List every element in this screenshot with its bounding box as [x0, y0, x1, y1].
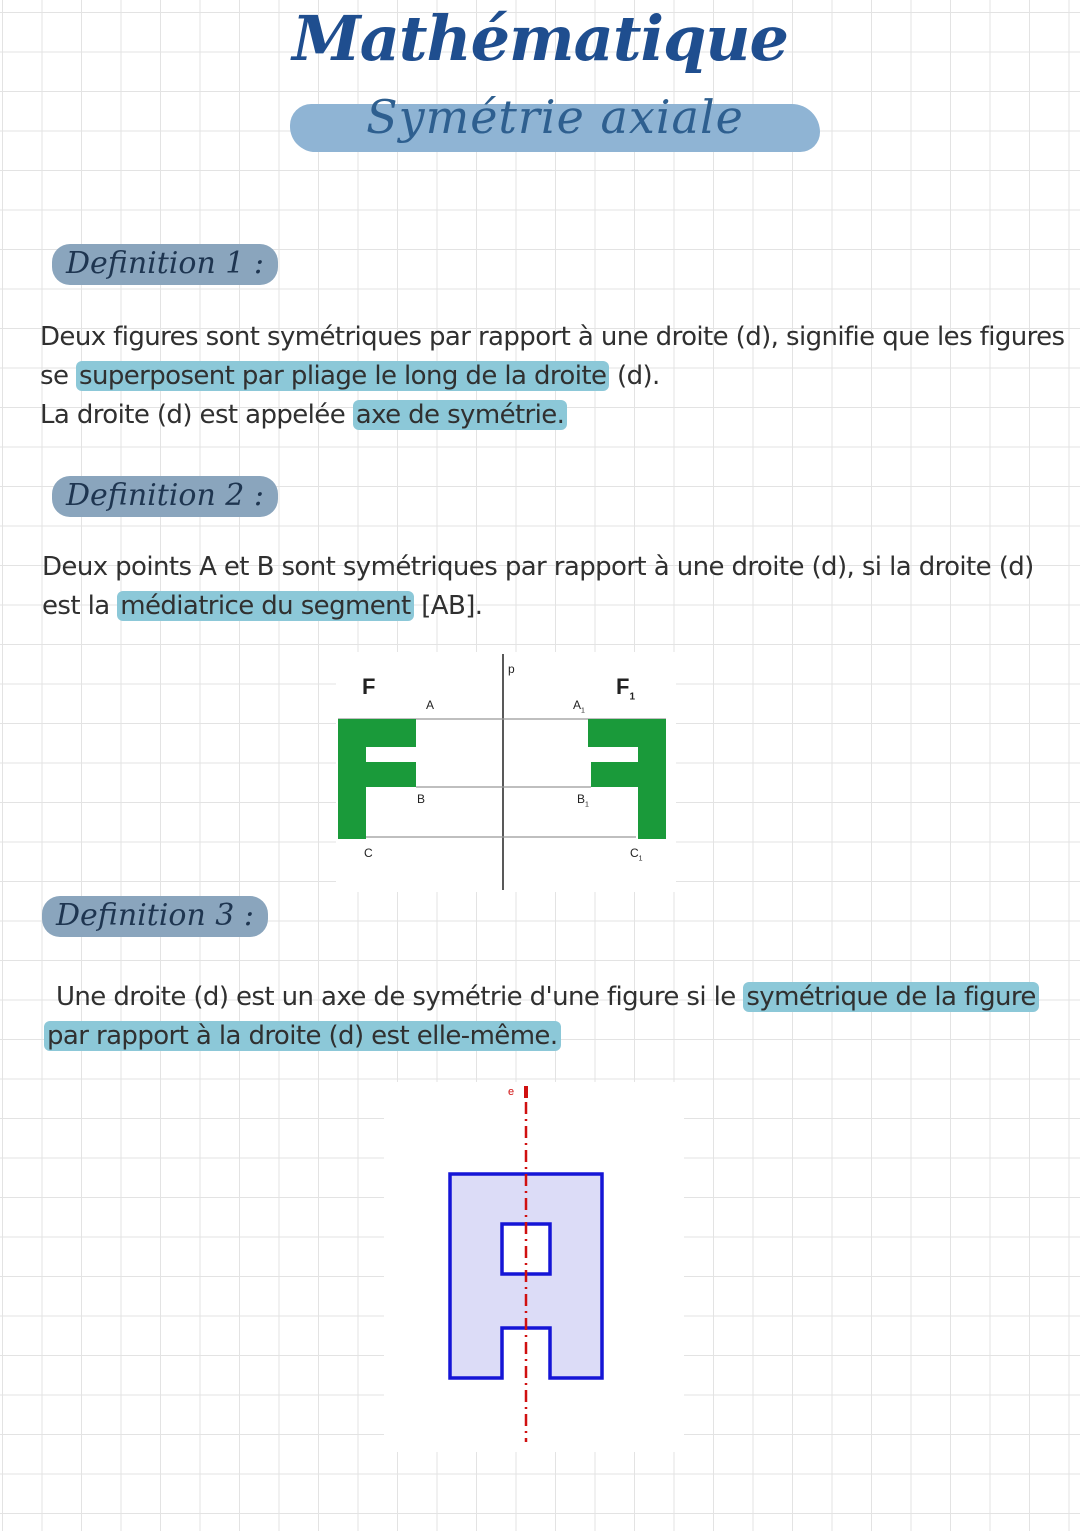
page-subtitle — [290, 84, 820, 160]
definition-1-label: Definition 1 : — [52, 244, 278, 285]
figure-symmetric-f — [336, 652, 676, 892]
f1-middle-bar — [591, 762, 666, 787]
label-a: A — [426, 698, 435, 712]
subtitle-text: Symétrie axiale — [366, 90, 744, 144]
label-c1: $C_1$ — [630, 846, 643, 863]
highlight: symétrique de la figure — [743, 982, 1038, 1012]
page-title: Mathématique — [292, 2, 788, 75]
definition-1-line-1: Deux figures sont symétriques par rapport à une droite (d), signifie que les figures — [40, 322, 1065, 352]
definition-2-line-1: Deux points A et B sont symétriques par rapport à une droite (d), si la droite (d) — [42, 552, 1034, 582]
label-a1: $A_1$ — [573, 698, 585, 715]
definition-3-text — [44, 978, 1039, 1056]
label-b1: $B_1$ — [577, 792, 589, 809]
label-c: C — [364, 846, 373, 860]
figure-2-drawing — [384, 1082, 684, 1452]
definition-1-line-2: se superposent par pliage le long de la droite (d). — [40, 361, 660, 391]
definition-1-text — [40, 318, 1065, 435]
definition-1-line-3: La droite (d) est appelée axe de symétrie. — [40, 396, 1065, 435]
definition-2-line-2: est la médiatrice du segment [AB]. — [42, 591, 483, 621]
highlight: par rapport à la droite (d) est elle-même. — [44, 1021, 561, 1051]
definition-2-label: Definition 2 : — [52, 476, 278, 517]
highlight: médiatrice du segment — [117, 591, 413, 621]
definition-2-text — [42, 548, 1034, 626]
definition-3-line-1: Une droite (d) est un axe de symétrie d'une figure si le symétrique de la figure — [44, 978, 1039, 1017]
axis-mark — [524, 1086, 528, 1098]
label-f: F — [362, 674, 376, 699]
axis-label-e: e — [508, 1086, 515, 1098]
f-top-bar — [338, 719, 416, 747]
f-middle-bar — [338, 762, 416, 787]
definition-3-line-2 — [44, 1017, 1039, 1056]
label-f1: $F_1$ — [616, 674, 636, 703]
label-b: B — [417, 792, 426, 806]
definition-3-label: Definition 3 : — [42, 896, 268, 937]
figure-symmetric-shape — [384, 1082, 684, 1452]
highlight: axe de symétrie. — [353, 400, 568, 430]
label-p: p — [508, 662, 515, 676]
highlight: superposent par pliage le long de la droite — [76, 361, 609, 391]
f1-top-bar — [588, 719, 666, 747]
